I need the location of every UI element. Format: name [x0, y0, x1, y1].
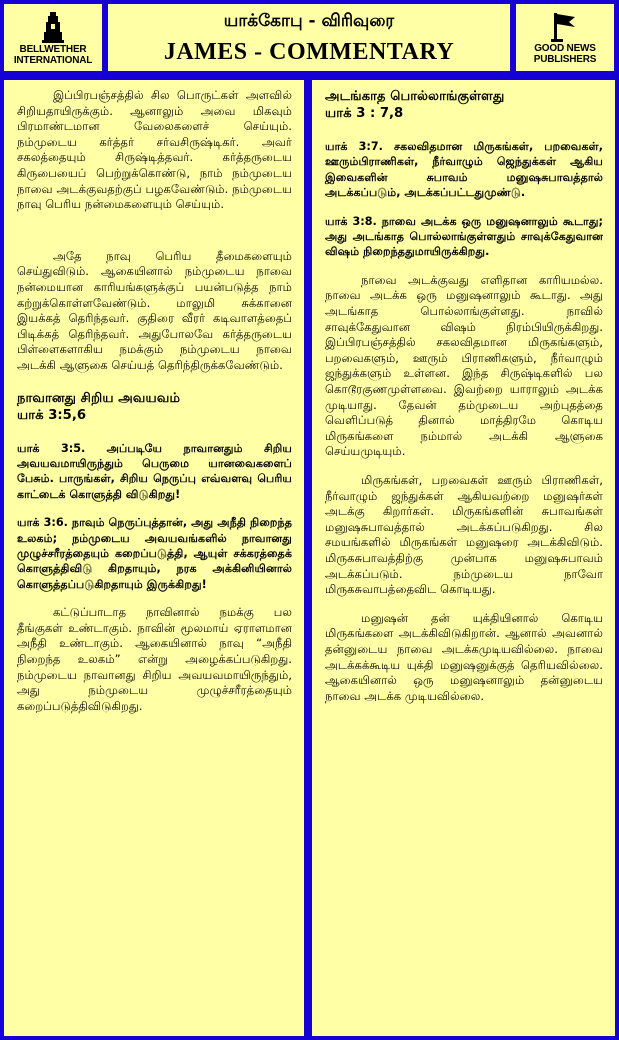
good-news-logo — [516, 4, 614, 71]
logo-right-line1: GOOD NEWS — [534, 42, 596, 54]
right-verse-1: யாக் 3:7. சகலவிதமான மிருகங்கள், பறவைகள், ஊரும்பிராணிகள், நீர்வாழும் ஜெந்துக்கள் ஆகிய இவைகளின் சுபாவம் மனுஷசுபாவத்தால் அடக்கப்படும், அடக்கப்பட்டதுமுண்டு. — [325, 140, 603, 200]
left-verse-2: யாக் 3:6. நாவும் நெருப்புத்தான், அது அநீதி நிறைந்த உலகம்; நம்முடைய அவயவங்களில் நாவானது முழுச்சரீரத்தையும் கறைப்படுத்தி, ஆயுள் சக்கரத்தைக் கொளுத்திவிடு கிறதாயும், நரக அக்கினியினால் கொளுத்தப்படுகிறதாயும் இருக்கிறது! — [17, 516, 292, 591]
title-tamil: யாக்கோபு - விரிவுரை — [223, 11, 395, 31]
right-paragraph-3: மனுஷன் தன் யுக்தியினால் கொடிய மிருகங்களை அடக்கிவிடுகிறான். ஆனால் அவனால் தன்னுடைய நாவை அடக்கமுடியவில்லை. நாவை அடக்கக்கூடிய யுக்தி மனுஷனுக்குத் தெரியவில்லை. ஆகையினால் ஒரு மனுஷனாலும் தன்னுடைய நாவை அடக்க முடியவில்லை. — [325, 610, 603, 703]
logo-right-line2: PUBLISHERS — [533, 53, 597, 65]
flag-icon — [551, 11, 579, 43]
left-paragraph-1: இப்பிரபஞ்சத்தில் சில பொருட்கள் அளவில் சிறியதாயிருக்கும். ஆனாலும் அவை மிகவும் பிரமாண்டமான வேலைகளைச் செய்யும். நம்முடைய கர்த்தர் சர்வசிருஷ்டிகர். அவர் சகலத்தையும் சிருஷ்டித்தவர். கர்த்தருடைய கிருபையைப் பெற்றுக்கொண்டு, நாம் நம்முடைய நாவை அடக்குவதற்குப் பழகவேண்டும். நம்முடைய நாவு பெரிய நன்மைகளையும் செய்யும். — [17, 88, 292, 212]
logo-left-line1: BELLWETHER — [19, 43, 87, 55]
right-verse-2: யாக் 3:8. நாவை அடக்க ஒரு மனுஷனாலும் கூடாது; அது அடங்காத பொல்லாங்குள்ளதும் சாவுக்கேதுவான விஷம் நிறைந்ததுமாயிருக்கிறது. — [325, 214, 603, 259]
left-paragraph-3: கட்டுப்பாடாத நாவினால் நமக்கு பல தீங்குகள் உண்டாகும். நாவின் மூலமாய் ஏராளமான அநீதி உண்டாகும். ஆகையினால் நாவு “அநீதி நிறைந்த உலகம்” என்று அழைக்கப்படுகிறது. நம்முடைய நாவானது சிறிய அவயவமாயிருந்தும், அது நம்முடைய முழுச்சரீரத்தையும் கறைப்படுத்திவிடுகிறது. — [17, 605, 292, 713]
right-section-heading: அடங்காத பொல்லாங்குள்ளது யாக் 3 : 7,8 — [325, 89, 505, 121]
left-paragraph-2: அதே நாவு பெரிய தீமைகளையும் செய்துவிடும். ஆகையினால் நம்முடைய நாவை நன்மையான காரியங்களுக்குப் பயன்படுத்த நாம் கற்றுக்கொள்ளவேண்டும். மாலுமி சுக்கானை இயக்கத் தெரிந்தவர். குதிரை வீரர் கடிவாளத்தைப் பிடிக்கத் தெரிந்தவர். அதுபோலவே கர்த்தருடைய பிள்ளைகளாகிய நமக்கும் நம்முடைய நாவை அடக்கி ஆளுகை செய்யத் தெரிந்திருக்கவேண்டும். — [17, 248, 292, 372]
left-column — [4, 80, 304, 1036]
bell-tower-icon — [40, 10, 66, 44]
left-verse-1: யாக் 3:5. அப்படியே நாவானதும் சிறிய அவயவமாயிருந்தும் பெருமை யானவைகளைப் பேசும். பாருங்கள், சிறிய நெருப்பு எவ்வளவு பெரிய காட்டைக் கொளுத்தி விடுகிறது! — [17, 441, 292, 501]
right-column — [312, 80, 615, 1036]
bellwether-logo — [4, 4, 102, 71]
logo-left-line2: INTERNATIONAL — [13, 54, 93, 66]
title-english: JAMES - COMMENTARY — [163, 39, 455, 65]
right-paragraph-1: நாவை அடக்குவது எளிதான காரியமல்ல. நாவை அடக்க ஒரு மனுஷனாலும் கூடாது. அது அடங்காத பொல்லாங்குள்ளது. நாவில் சாவுக்கேதுவான விஷம் நிரம்பியிருக்கிறது. இப்பிரபஞ்சத்தில் சகலவிதமான மிருகங்களும், பறவைகளும், ஊரும் பிராணிகளும், நீர்வாழும் ஜந்துக்களும் உள்ளன. இந்த சிருஷ்டிகளில் பல கொடூரகுணமுள்ளவை. இவற்றை யாராலும் அடக்க முடியாது. தேவன் தம்முடைய அற்புதத்தை வெளிப்படுத் தினால் மாத்திரமே கொடிய மிருகங்களை நம்மால் அடக்கி ஆளுகை செய்யமுடியும். — [325, 272, 603, 459]
title-box — [108, 4, 510, 71]
right-paragraph-2: மிருகங்கள், பறவைகள் ஊரும் பிராணிகள், நீர்வாழும் ஜந்துக்கள் ஆகியவற்றை மனுஷர்கள் அடக்கு கிறார்கள். மிருகங்களின் சுபாவங்கள் மனுஷசுபாவத்தால் அடக்கப்படுகிறது. சில சமயங்களில் மிருகங்கள் மனுஷரை அடக்கிவிடும். மிருகசுபாவத்திற்கு முன்பாக மனுஷசுபாவம் அடக்கப்படும். நம்முடைய நாவோ மிருகசுவாபத்தைவிட கொடியது. — [325, 472, 603, 597]
left-section-heading: நாவானது சிறிய அவயவம் யாக் 3:5,6 — [17, 390, 181, 423]
